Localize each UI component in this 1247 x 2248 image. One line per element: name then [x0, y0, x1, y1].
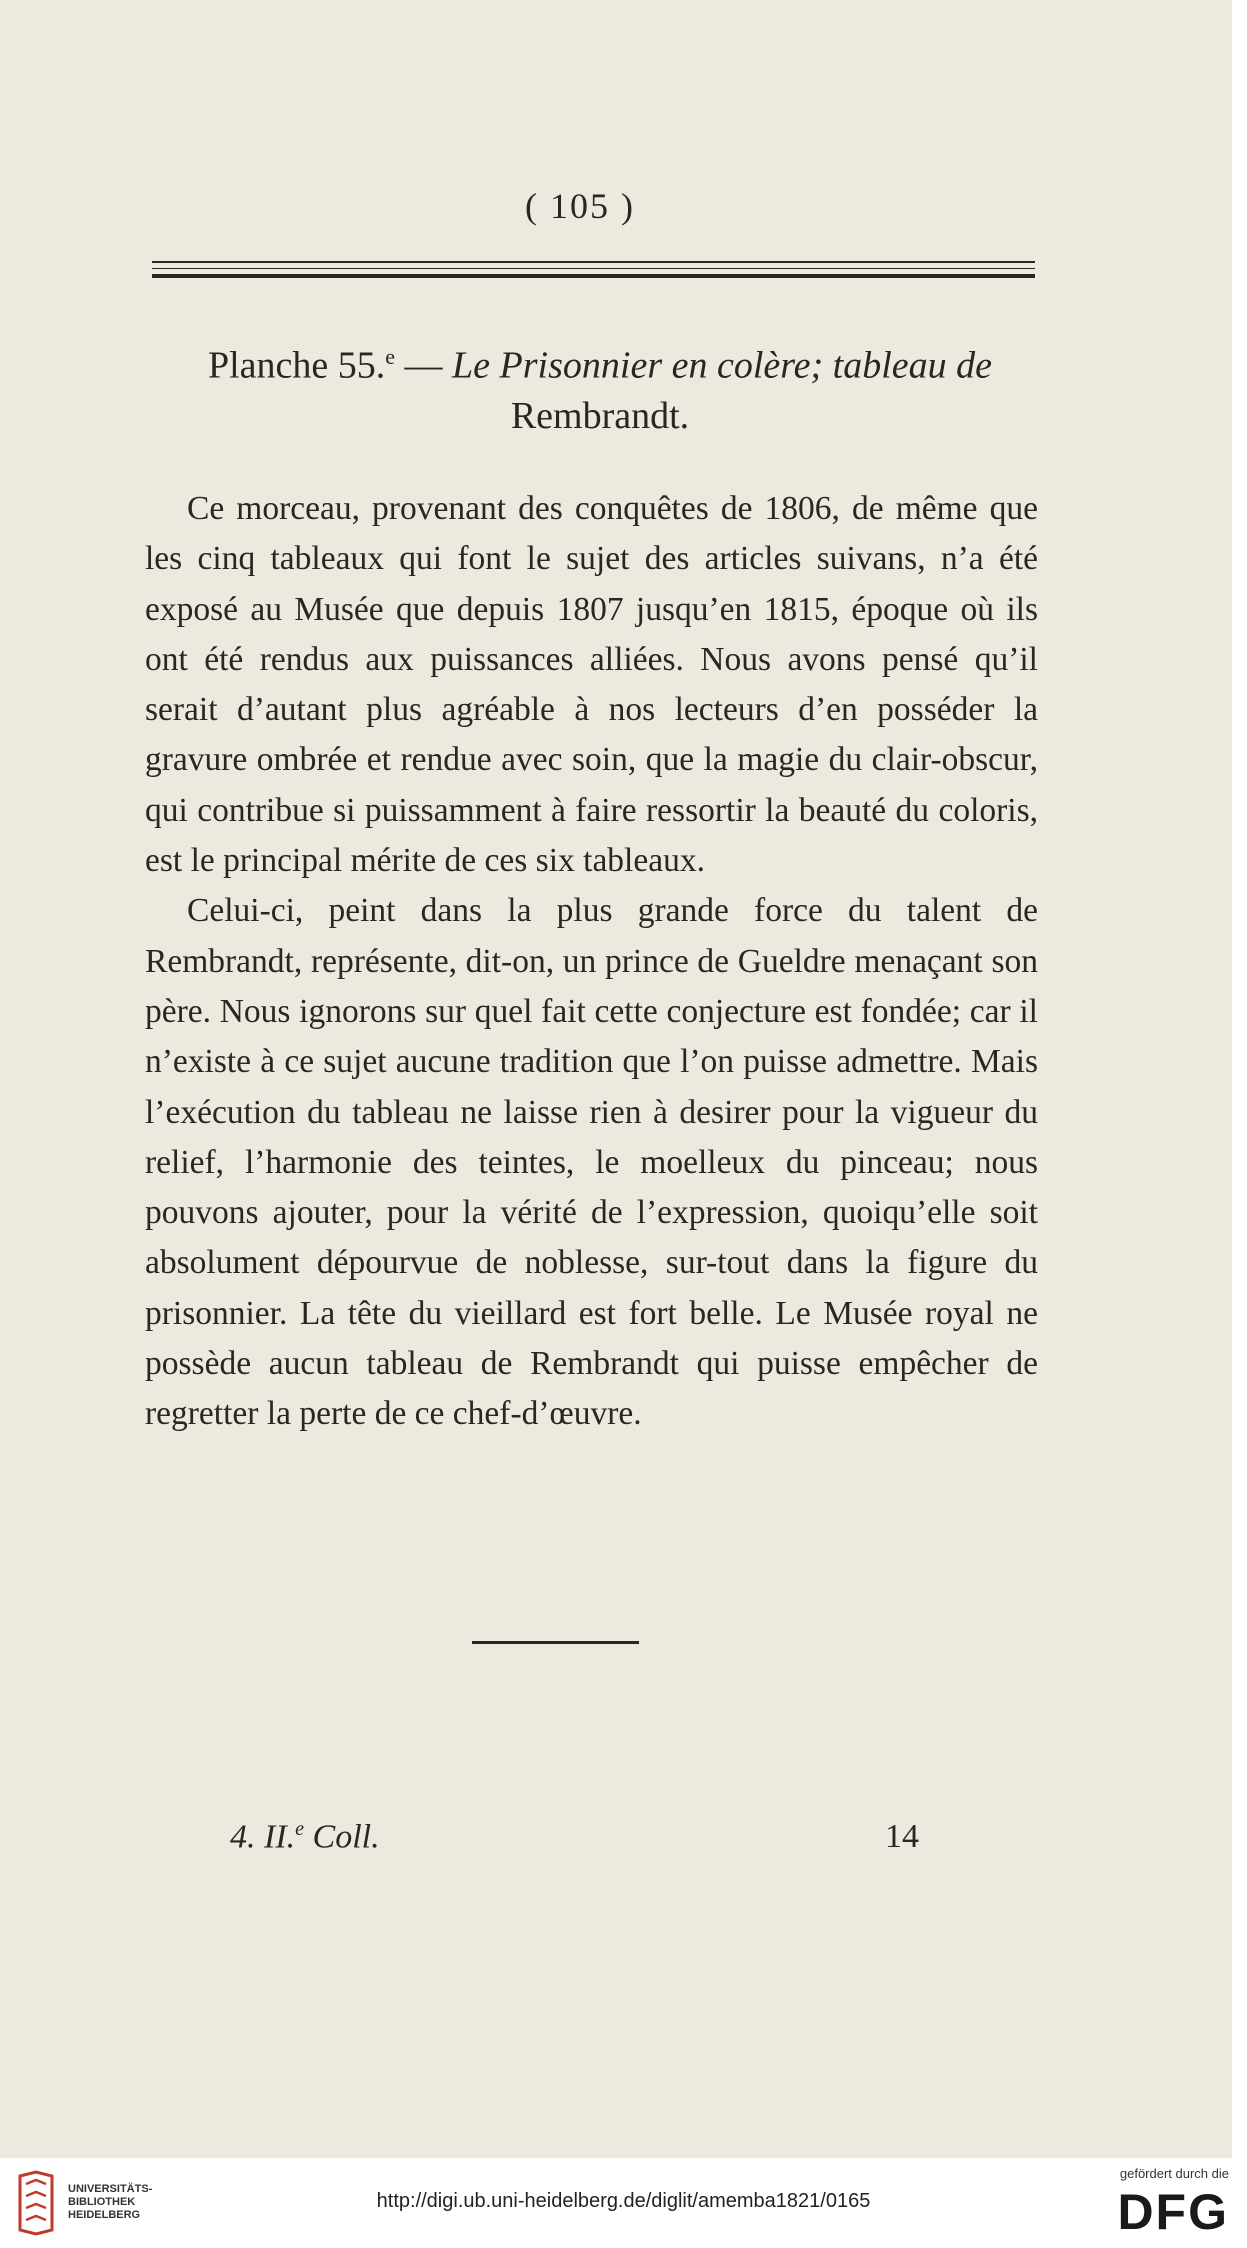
- paragraph: Ce morceau, provenant des conquêtes de 1806, de même que les cinq tableaux qui font le sujet des articles suivans, n’a été exposé au Musée que depuis 1807 jusqu’en 1815, époque où ils ont été rendus aux puissances alliées. Nous avons pensé qu’il serait d’autant plus agréable à nos lecteurs d’en posséder la gravure ombrée et rendue avec soin, que la magie du clair-obscur, qui contribue si puissamment à faire ressortir la beauté du coloris, est le principal mérite de ces six tableaux.: [145, 490, 1038, 880]
- plate-dash: —: [395, 344, 453, 387]
- library-name-line: HEIDELBERG: [68, 2209, 141, 2221]
- plate-superscript: e: [385, 344, 396, 369]
- body-text: [145, 484, 1038, 1440]
- library-name-line: BIBLIOTHEK: [68, 2196, 136, 2208]
- header-rule: [152, 261, 1035, 263]
- plate-title-line2: Rembrandt.: [510, 394, 690, 437]
- header-rule: [152, 268, 1035, 269]
- permalink-url[interactable]: http://digi.ub.uni-heidelberg.de/diglit/amemba1821/0165: [376, 2190, 871, 2212]
- page-number: ( 105 ): [525, 186, 635, 226]
- signature-collection-suffix: Coll.: [312, 1818, 380, 1856]
- signature-mark: [230, 1818, 380, 1856]
- page-edge: [1232, 0, 1247, 2158]
- library-name-line: UNIVERSITÄTS-: [68, 2183, 153, 2195]
- dfg-logo[interactable]: DFG: [1117, 2184, 1229, 2240]
- header-rule: [152, 274, 1035, 278]
- plate-italic-title: Le Prisonnier en colère; tableau de: [452, 344, 993, 387]
- end-rule: [472, 1641, 639, 1644]
- signature-volume: 4.: [230, 1818, 256, 1856]
- signature-collection: II.: [264, 1818, 296, 1856]
- paragraph: Celui-ci, peint dans la plus grande force du talent de Rembrandt, représente, dit-on, un prince de Gueldre menaçant son père. Nous ignorons sur quel fait cette conjecture est fondée; car il n’existe à ce sujet aucune tradition que l’on puisse admettre. Mais l’exécution du tableau ne laisse rien à desirer pour la vigueur du relief, l’harmonie des teintes, le moelleux du pinceau; nous pouvons ajouter, pour la vérité de l’expression, quoiqu’elle soit absolument dépourvue de noblesse, sur-tout dans la figure du prisonnier. La tête du vieillard est fort belle. Le Musée royal ne possède aucun tableau de Rembrandt qui puisse empêcher de regretter la perte de ce chef-d’œuvre.: [145, 892, 1038, 1433]
- plate-title: [150, 332, 1050, 441]
- plate-prefix: Planche 55.: [207, 344, 386, 387]
- viewer-footer: [0, 2158, 1247, 2248]
- signature-collection-sup: e: [295, 1818, 305, 1840]
- sheet-number: 14: [885, 1818, 919, 1855]
- funding-caption: gefördert durch die: [1119, 2166, 1229, 2181]
